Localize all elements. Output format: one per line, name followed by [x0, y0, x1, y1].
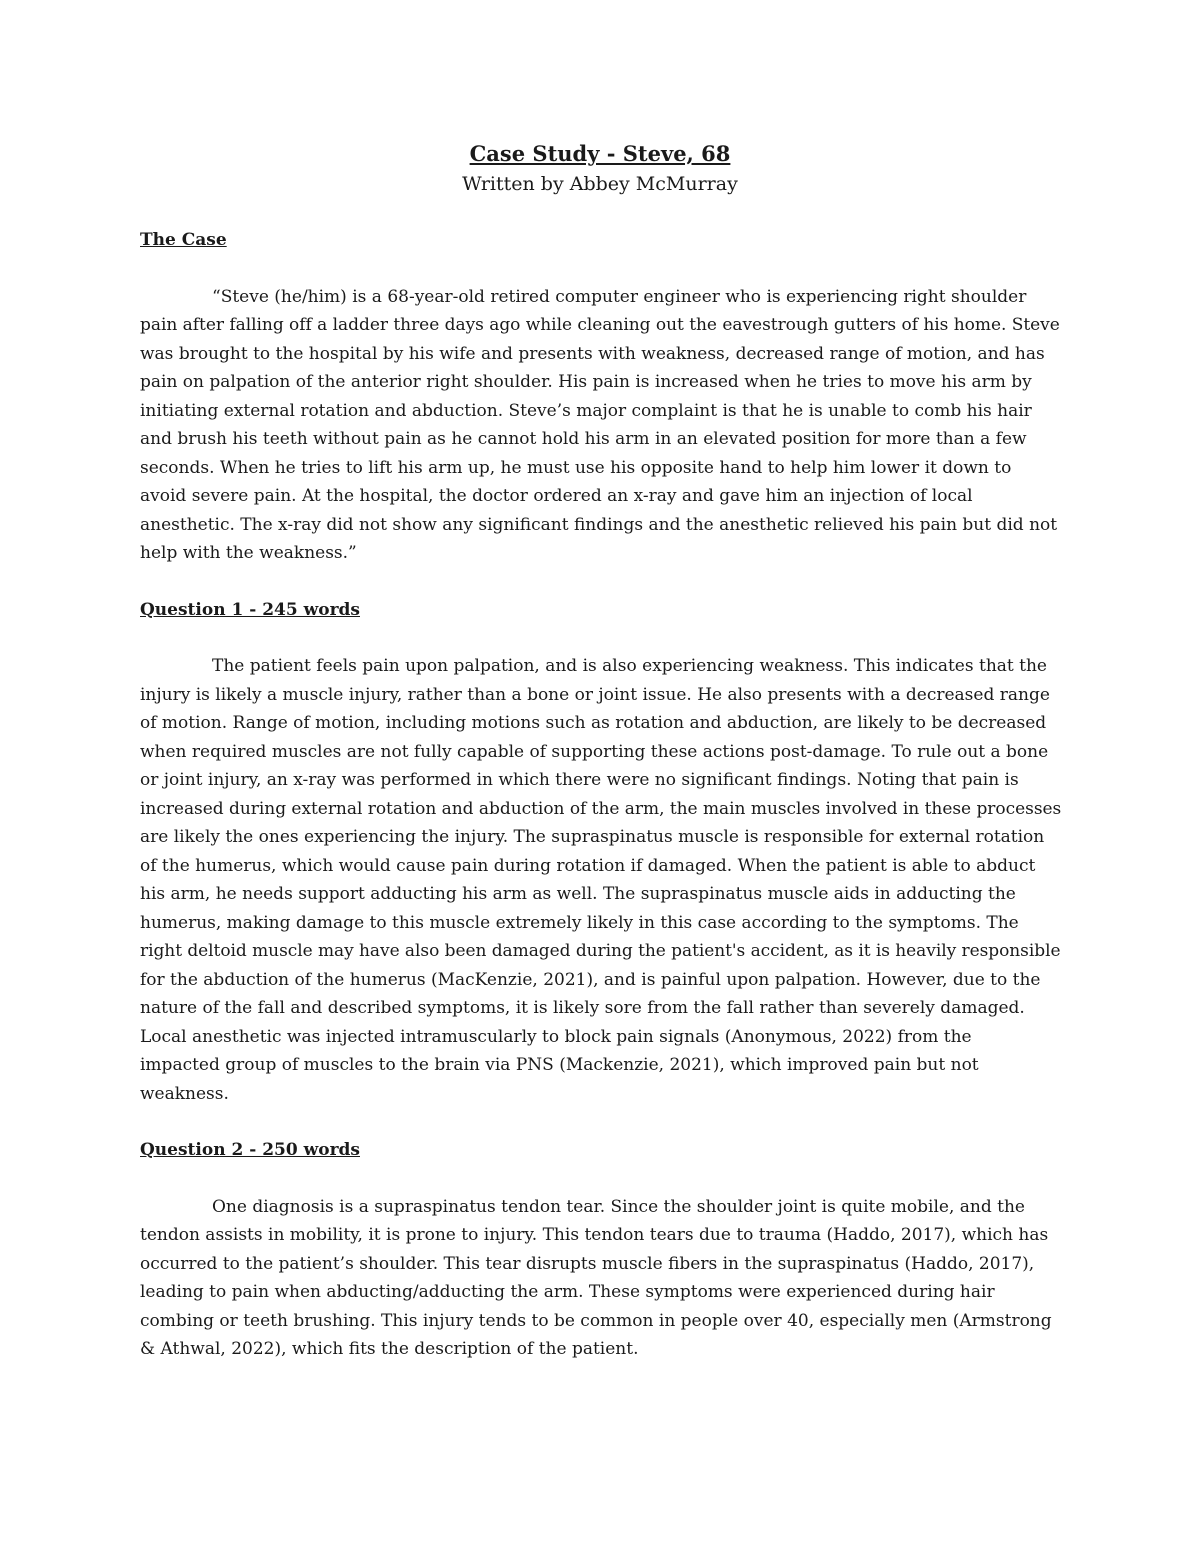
paragraph-line: initiating external rotation and abduction. Steve’s major complaint is that he is unable to comb his hair	[140, 400, 1032, 421]
paragraph-line: “Steve (he/him) is a 68-year-old retired computer engineer who is experiencing right shoulder	[212, 286, 1027, 307]
paragraph-line: leading to pain when abducting/adducting the arm. These symptoms were experienced during hair	[140, 1282, 995, 1302]
paragraph-line: seconds. When he tries to lift his arm up, he must use his opposite hand to help him lower it down to	[140, 457, 1012, 478]
paragraph-line: of motion. Range of motion, including motions such as rotation and abduction, are likely to be decreased	[140, 713, 1047, 733]
paragraph-line: help with the weakness.”	[140, 543, 357, 563]
paragraph-line: combing or teeth brushing. This injury tends to be common in people over 40, especially men (Armstrong	[140, 1310, 1052, 1331]
paragraph-line: weakness.	[140, 1083, 229, 1104]
section-heading-question-1: Question 1 - 245 words	[140, 599, 360, 620]
paragraph-line: or joint injury, an x-ray was performed in which there were no significant findings. Noting that pain is	[140, 770, 1019, 790]
paragraph-line: pain after falling off a ladder three days ago while cleaning out the eavestrough gutters of his home. Steve	[140, 315, 1060, 335]
paragraph-line: for the abduction of the humerus (MacKenzie, 2021), and is painful upon palpation. However, due to the	[140, 969, 1041, 990]
section-paragraph-question-1	[140, 652, 1060, 1108]
paragraph-line: impacted group of muscles to the brain via PNS (Mackenzie, 2021), which improved pain but not	[140, 1055, 979, 1075]
paragraph-line: of the humerus, which would cause pain during rotation if damaged. When the patient is able to abduct	[140, 855, 1036, 876]
section-paragraph-question-2	[140, 1193, 1060, 1364]
document-subtitle: Written by Abbey McMurray	[462, 173, 738, 195]
paragraph-line: tendon assists in mobility, it is prone to injury. This tendon tears due to trauma (Haddo, 2017), which has	[140, 1225, 1049, 1245]
paragraph-line: are likely the ones experiencing the injury. The supraspinatus muscle is responsible for external rotation	[140, 827, 1045, 847]
paragraph-line: nature of the fall and described symptoms, it is likely sore from the fall rather than severely damaged.	[140, 998, 1025, 1018]
paragraph-line: & Athwal, 2022), which fits the description of the patient.	[140, 1339, 639, 1359]
paragraph-line: injury is likely a muscle injury, rather than a bone or joint issue. He also presents with a decreased range	[140, 684, 1050, 705]
document-title: Case Study - Steve, 68	[469, 141, 731, 166]
paragraph-line: was brought to the hospital by his wife and presents with weakness, decreased range of motion, and has	[140, 343, 1045, 364]
paragraph-line: The patient feels pain upon palpation, and is also experiencing weakness. This indicates that the	[212, 656, 1047, 676]
paragraph-line: humerus, making damage to this muscle extremely likely in this case according to the symptoms. The	[140, 912, 1019, 933]
paragraph-line: One diagnosis is a supraspinatus tendon tear. Since the shoulder joint is quite mobile, and the	[212, 1196, 1025, 1217]
paragraph-line: avoid severe pain. At the hospital, the doctor ordered an x-ray and gave him an injection of local	[140, 486, 973, 506]
section-heading-the-case: The Case	[140, 230, 227, 250]
paragraph-line: occurred to the patient’s shoulder. This tear disrupts muscle fibers in the supraspinatus (Haddo, 2017),	[140, 1253, 1035, 1274]
paragraph-line: and brush his teeth without pain as he cannot hold his arm in an elevated position for more than a few	[140, 429, 1027, 449]
section-heading-question-2: Question 2 - 250 words	[140, 1140, 360, 1160]
paragraph-line: Local anesthetic was injected intramuscularly to block pain signals (Anonymous, 2022) from the	[140, 1026, 972, 1047]
paragraph-line: anesthetic. The x-ray did not show any significant findings and the anesthetic relieved his pain but did not	[140, 514, 1058, 535]
paragraph-line: increased during external rotation and abduction of the arm, the main muscles involved in these processes	[140, 798, 1062, 819]
paragraph-line: when required muscles are not fully capable of supporting these actions post-damage. To rule out a bone	[140, 741, 1049, 762]
document-page	[140, 140, 1060, 1364]
paragraph-line: his arm, he needs support adducting his arm as well. The supraspinatus muscle aids in adducting the	[140, 884, 1016, 904]
paragraph-line: right deltoid muscle may have also been damaged during the patient's accident, as it is heavily responsible	[140, 941, 1061, 961]
paragraph-line: pain on palpation of the anterior right shoulder. His pain is increased when he tries to move his arm by	[140, 372, 1032, 392]
section-paragraph-the-case	[140, 283, 1060, 568]
